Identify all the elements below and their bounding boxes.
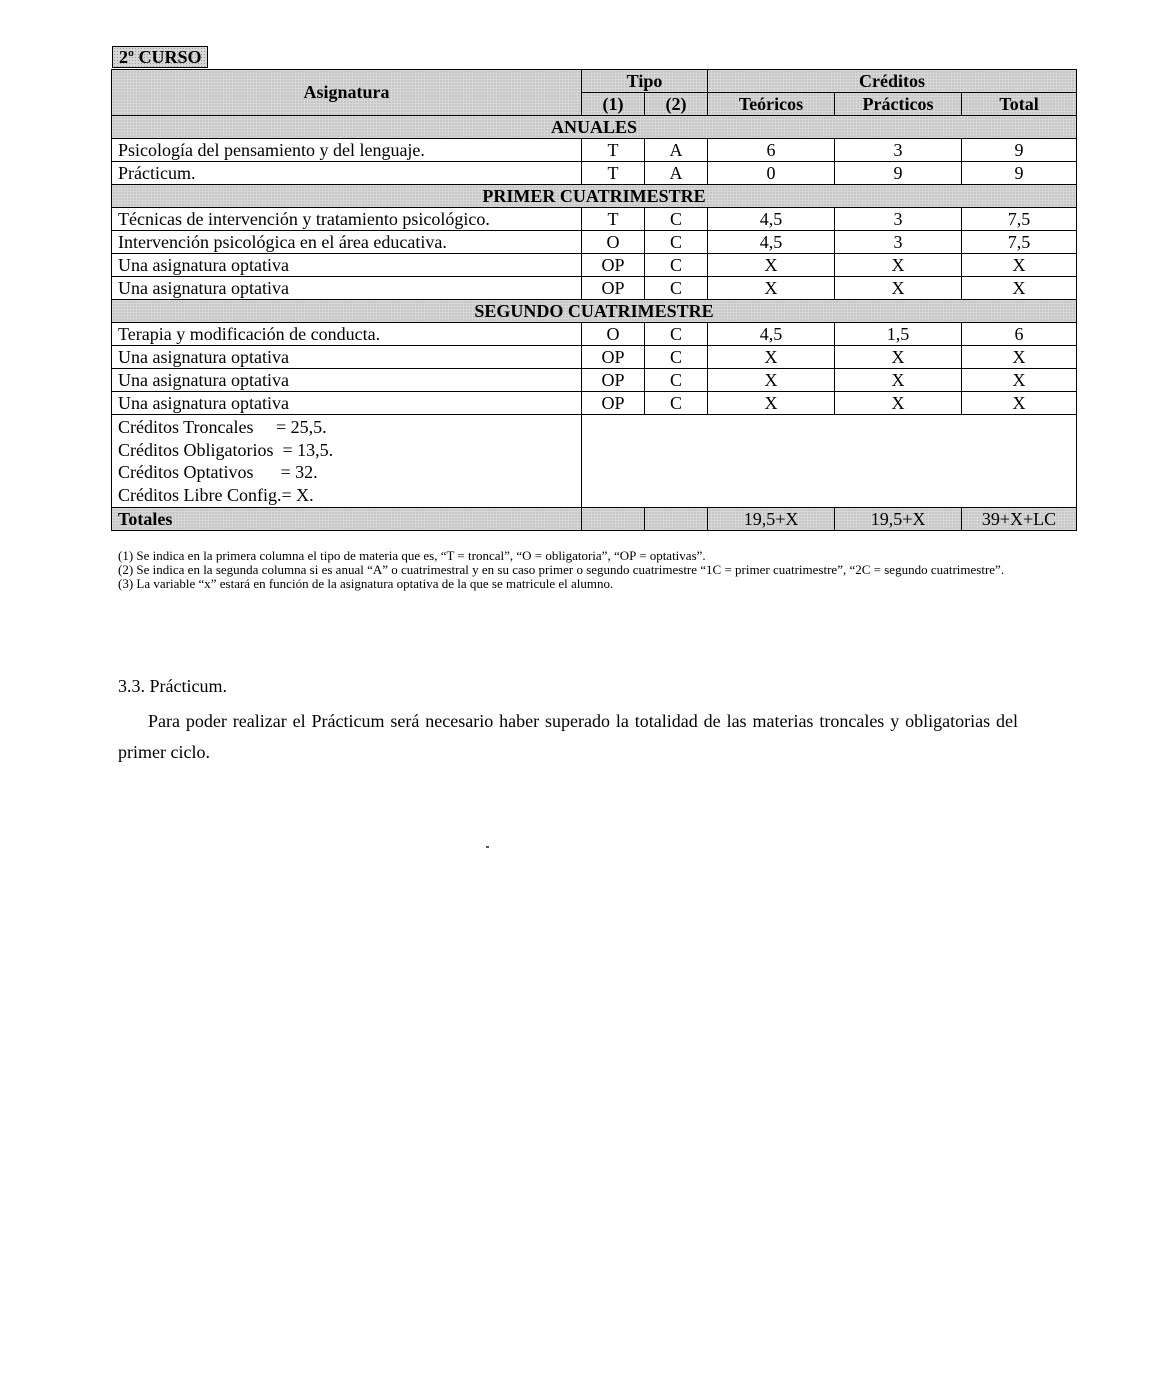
teoricos-cell: 4,5 [708,323,835,346]
tipo1-cell: OP [582,392,645,415]
tipo2-cell: C [645,231,708,254]
footnotes [118,549,1038,591]
tipo1-cell: T [582,162,645,185]
total-cell: 7,5 [962,231,1077,254]
table-row [112,162,1077,185]
header-tipo: Tipo [582,70,708,93]
table-row [112,208,1077,231]
table-row [112,277,1077,300]
section-title-primer-cuatrimestre: PRIMER CUATRIMESTRE [112,185,1077,208]
practicos-cell: X [835,254,962,277]
header-tipo-1: (1) [582,93,645,116]
totals-total: 39+X+LC [962,508,1077,531]
header-creditos: Créditos [708,70,1077,93]
subject-cell: Una asignatura optativa [112,346,582,369]
summary-obligatorios: Créditos Obligatorios = 13,5. [118,439,334,460]
summary-blank-cell [582,415,1077,508]
tipo1-cell: OP [582,346,645,369]
practicos-cell: 9 [835,162,962,185]
tipo1-cell: OP [582,277,645,300]
subject-cell: Una asignatura optativa [112,392,582,415]
subject-cell: Psicología del pensamiento y del lenguaje. [112,139,582,162]
teoricos-cell: 4,5 [708,208,835,231]
footnote-1: (1) Se indica en la primera columna el tipo de materia que es, “T = troncal”, “O = obligatoria”, “OP = optativas”. [118,548,706,563]
table-row [112,323,1077,346]
practicos-cell: 1,5 [835,323,962,346]
practicos-cell: X [835,392,962,415]
section-title-anuales: ANUALES [112,116,1077,139]
tipo2-cell: C [645,346,708,369]
totals-teoricos: 19,5+X [708,508,835,531]
tipo1-cell: T [582,139,645,162]
teoricos-cell: X [708,277,835,300]
totals-tipo1-blank [582,508,645,531]
practicos-cell: 3 [835,139,962,162]
course-label: 2º CURSO [112,46,208,68]
totals-tipo2-blank [645,508,708,531]
tipo2-cell: C [645,208,708,231]
table-row [112,346,1077,369]
header-subject: Asignatura [112,70,582,116]
table-row [112,254,1077,277]
totals-label: Totales [112,508,582,531]
total-cell: 7,5 [962,208,1077,231]
summary-libre-config: Créditos Libre Config.= X. [118,484,314,505]
summary-optativos: Créditos Optativos = 32. [118,462,318,482]
practicos-cell: X [835,369,962,392]
header-teoricos: Teóricos [708,93,835,116]
subject-cell: Una asignatura optativa [112,277,582,300]
section-row [112,300,1077,323]
total-cell: X [962,369,1077,392]
totals-practicos: 19,5+X [835,508,962,531]
table-row [112,231,1077,254]
table-row [112,392,1077,415]
teoricos-cell: X [708,369,835,392]
tipo1-cell: OP [582,254,645,277]
body-paragraph: Para poder realizar el Prácticum será necesario haber superado la totalidad de las materias troncales y obligatorias del primer ciclo. [118,711,1018,762]
total-cell: 9 [962,139,1077,162]
tipo1-cell: T [582,208,645,231]
teoricos-cell: X [708,346,835,369]
totals-row [112,508,1077,531]
table-row [112,139,1077,162]
teoricos-cell: 0 [708,162,835,185]
tipo2-cell: C [645,323,708,346]
subject-cell: Una asignatura optativa [112,369,582,392]
practicos-cell: X [835,346,962,369]
table-row [112,369,1077,392]
teoricos-cell: X [708,392,835,415]
total-cell: X [962,392,1077,415]
tipo1-cell: O [582,231,645,254]
footnote-3: (3) La variable “x” estará en función de la asignatura optativa de la que se matricule el alumno. [118,576,614,591]
total-cell: X [962,346,1077,369]
subject-cell: Intervención psicológica en el área educativa. [112,231,582,254]
practicos-cell: 3 [835,231,962,254]
tipo2-cell: C [645,392,708,415]
header-total: Total [962,93,1077,116]
tipo1-cell: O [582,323,645,346]
tipo2-cell: C [645,277,708,300]
section-title-segundo-cuatrimestre: SEGUNDO CUATRIMESTRE [112,300,1077,323]
tipo2-cell: C [645,369,708,392]
header-tipo-2: (2) [645,93,708,116]
teoricos-cell: X [708,254,835,277]
practicos-cell: X [835,277,962,300]
section-row [112,116,1077,139]
footnote-2: (2) Se indica en la segunda columna si es anual “A” o cuatrimestral y en su caso primer o segundo cuatrimestre “1C = primer cuatrimestre”, “2C = segundo cuatrimestre”. [118,562,1005,577]
total-cell: X [962,277,1077,300]
scan-speck [486,846,489,848]
summary-troncales: Créditos Troncales = 25,5. [118,417,327,437]
tipo2-cell: A [645,162,708,185]
section-row [112,185,1077,208]
tipo1-cell: OP [582,369,645,392]
subject-cell: Una asignatura optativa [112,254,582,277]
subject-cell: Técnicas de intervención y tratamiento psicológico. [112,208,582,231]
summary-row [112,415,1077,508]
section-heading: 3.3. Prácticum. [118,676,227,696]
practicos-cell: 3 [835,208,962,231]
total-cell: 6 [962,323,1077,346]
tipo2-cell: A [645,139,708,162]
credits-summary [112,415,582,508]
curriculum-table [111,69,1077,531]
tipo2-cell: C [645,254,708,277]
subject-cell: Terapia y modificación de conducta. [112,323,582,346]
total-cell: X [962,254,1077,277]
total-cell: 9 [962,162,1077,185]
teoricos-cell: 4,5 [708,231,835,254]
teoricos-cell: 6 [708,139,835,162]
subject-cell: Prácticum. [112,162,582,185]
header-practicos: Prácticos [835,93,962,116]
